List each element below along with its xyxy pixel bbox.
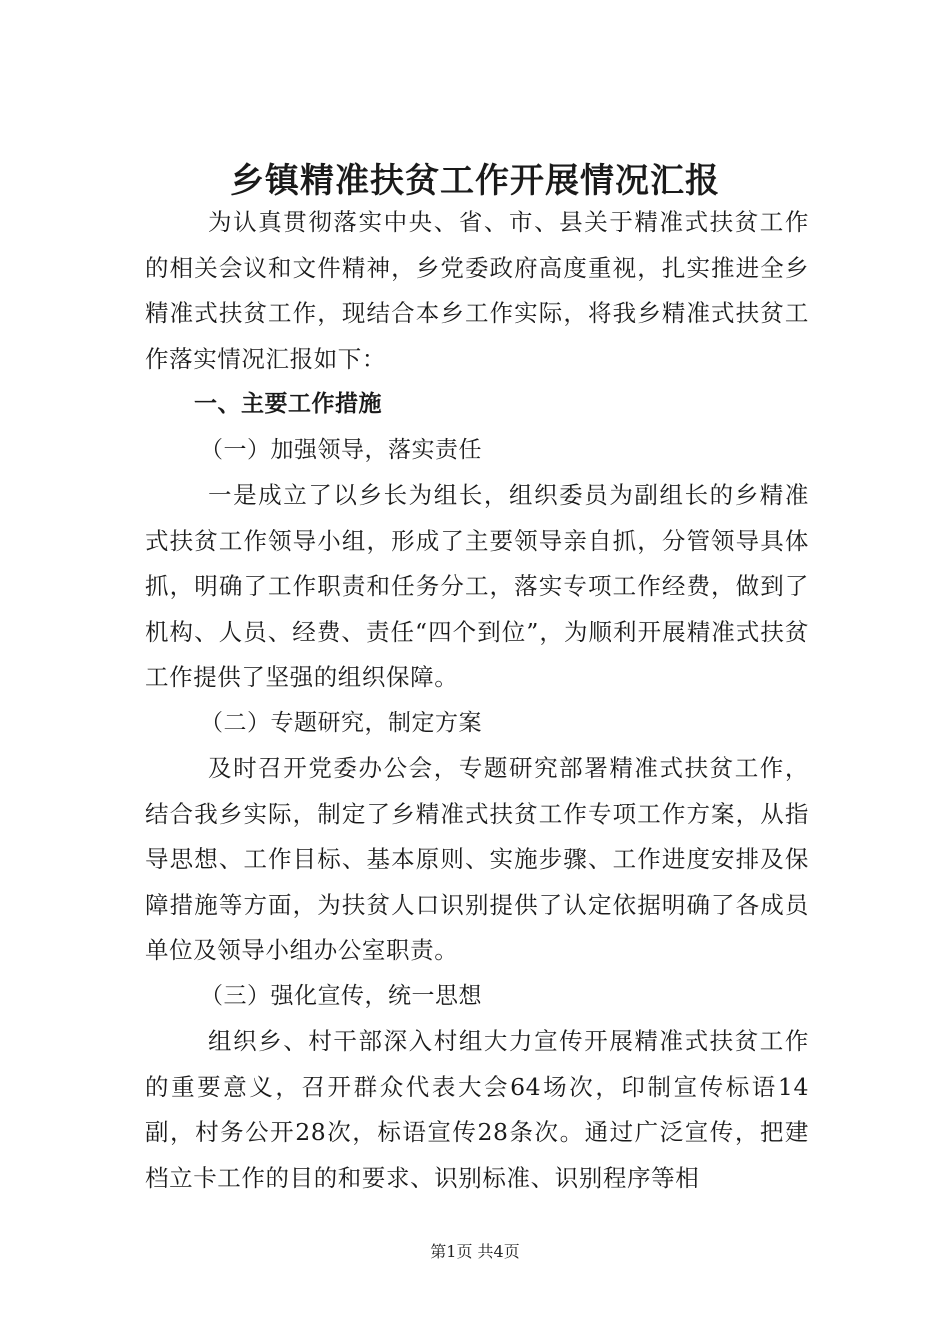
leadership-paragraph: 一是成立了以乡长为组长，组织委员为副组长的乡精准式扶贫工作领导小组，形成了主要领导亲自抓，分管领导具体抓，明确了工作职责和任务分工，落实专项工作经费，做到了机构、人员、经费、责任“四个到位”，为顺利开展精准式扶贫工作提供了坚强的组织保障。 bbox=[145, 481, 809, 691]
document-body bbox=[145, 200, 809, 1201]
page-number-footer: 第1页 共4页 bbox=[430, 1242, 520, 1261]
section-heading-main-measures: 一、主要工作措施 bbox=[194, 391, 382, 417]
intro-paragraph: 为认真贯彻落实中央、省、市、县关于精准式扶贫工作的相关会议和文件精神，乡党委政府高度重视，扎实推进全乡精准式扶贫工作，现结合本乡工作实际，将我乡精准式扶贫工作落实情况汇报如下： bbox=[145, 208, 809, 373]
document-title: 乡镇精准扶贫工作开展情况汇报 bbox=[230, 160, 720, 201]
publicity-paragraph: 组织乡、村干部深入村组大力宣传开展精准式扶贫工作的重要意义，召开群众代表大会64场次，印制宣传标语14副，村务公开28次，标语宣传28条次。通过广泛宣传，把建档立卡工作的目的和要求、识别标准、识别程序等相 bbox=[145, 1027, 809, 1192]
subsection-heading-research: （二）专题研究，制定方案 bbox=[200, 709, 482, 736]
subsection-heading-publicity: （三）强化宣传，统一思想 bbox=[200, 982, 482, 1009]
subsection-heading-leadership: （一）加强领导，落实责任 bbox=[200, 436, 482, 463]
research-paragraph: 及时召开党委办公会，专题研究部署精准式扶贫工作，结合我乡实际，制定了乡精准式扶贫工作专项工作方案，从指导思想、工作目标、基本原则、实施步骤、工作进度安排及保障措施等方面，为扶贫人口识别提供了认定依据明确了各成员单位及领导小组办公室职责。 bbox=[145, 754, 809, 964]
